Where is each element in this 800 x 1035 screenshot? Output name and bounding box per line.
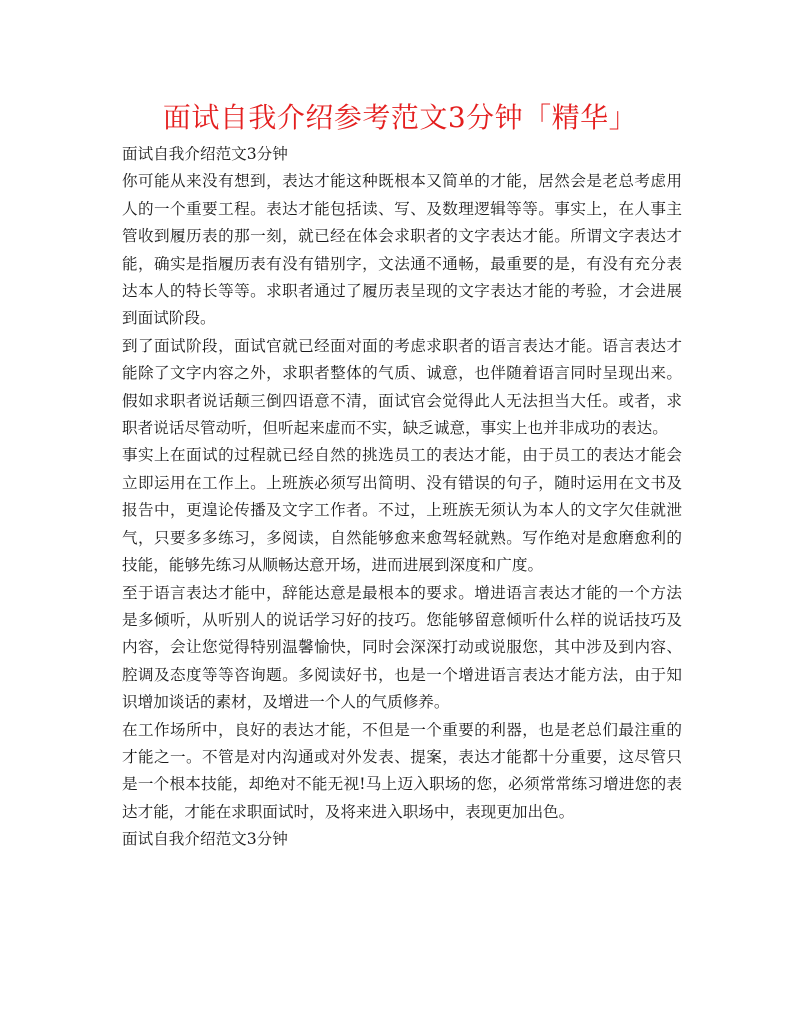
paragraph-4: 至于语言表达才能中，辞能达意是最根本的要求。增进语言表达才能的一个方法是多倾听，从听别人的说话学习好的技巧。您能够留意倾听什么样的说话技巧及内容，会让您觉得特别温馨愉快，同时会深深打动或说服您，其中涉及到内容、腔调及态度等等咨询题。多阅读好书，也是一个增进语言表达才能方法，由于知识增加谈话的素材，及增进一个人的气质修养。 [122,583,682,712]
paragraph-1: 你可能从来没有想到，表达才能这种既根本又简单的才能，居然会是老总考虑用人的一个重要工程。表达才能包括读、写、及数理逻辑等等。事实上，在人事主管收到履历表的那一刻，就已经在体会求职者的文字表达才能。所谓文字表达才能，确实是指履历表有没有错别字，文法通不通畅，最重要的是，有没有充分表达本人的特长等等。求职者通过了履历表呈现的文字表达才能的考验，才会进展到面试阶段。 [122,172,682,328]
document-body [122,141,682,854]
paragraph-2: 到了面试阶段，面试官就已经面对面的考虑求职者的语言表达才能。语言表达才能除了文字内容之外，求职者整体的气质、诚意，也伴随着语言同时呈现出来。假如求职者说话颠三倒四语意不清，面试官会觉得此人无法担当大任。或者，求职者说话尽管动听，但听起来虚而不实，缺乏诚意，事实上也并非成功的表达。 [122,336,682,438]
section-heading-2: 面试自我介绍范文3分钟 [122,830,288,849]
document-title: 面试自我介绍参考范文3分钟「精华」 [162,101,638,134]
paragraph-5: 在工作场所中，良好的表达才能，不但是一个重要的利器，也是老总们最注重的才能之一。不管是对内沟通或对外发表、提案，表达才能都十分重要，这尽管只是一个根本技能，却绝对不能无视!马上迈入职场的您，必须常常练习增进您的表达才能，才能在求职面试时，及将来进入职场中，表现更加出色。 [122,720,682,821]
section-heading: 面试自我介绍范文3分钟 [122,145,288,163]
paragraph-3: 事实上在面试的过程就已经自然的挑选员工的表达才能，由于员工的表达才能会立即运用在工作上。上班族必须写出简明、没有错误的句子，随时运用在文书及报告中，更遑论传播及文字工作者。不过，上班族无须认为本人的文字欠佳就泄气，只要多多练习，多阅读，自然能够愈来愈驾轻就熟。写作绝对是愈磨愈利的技能，能够先练习从顺畅达意开场，进而进展到深度和广度。 [122,446,682,575]
